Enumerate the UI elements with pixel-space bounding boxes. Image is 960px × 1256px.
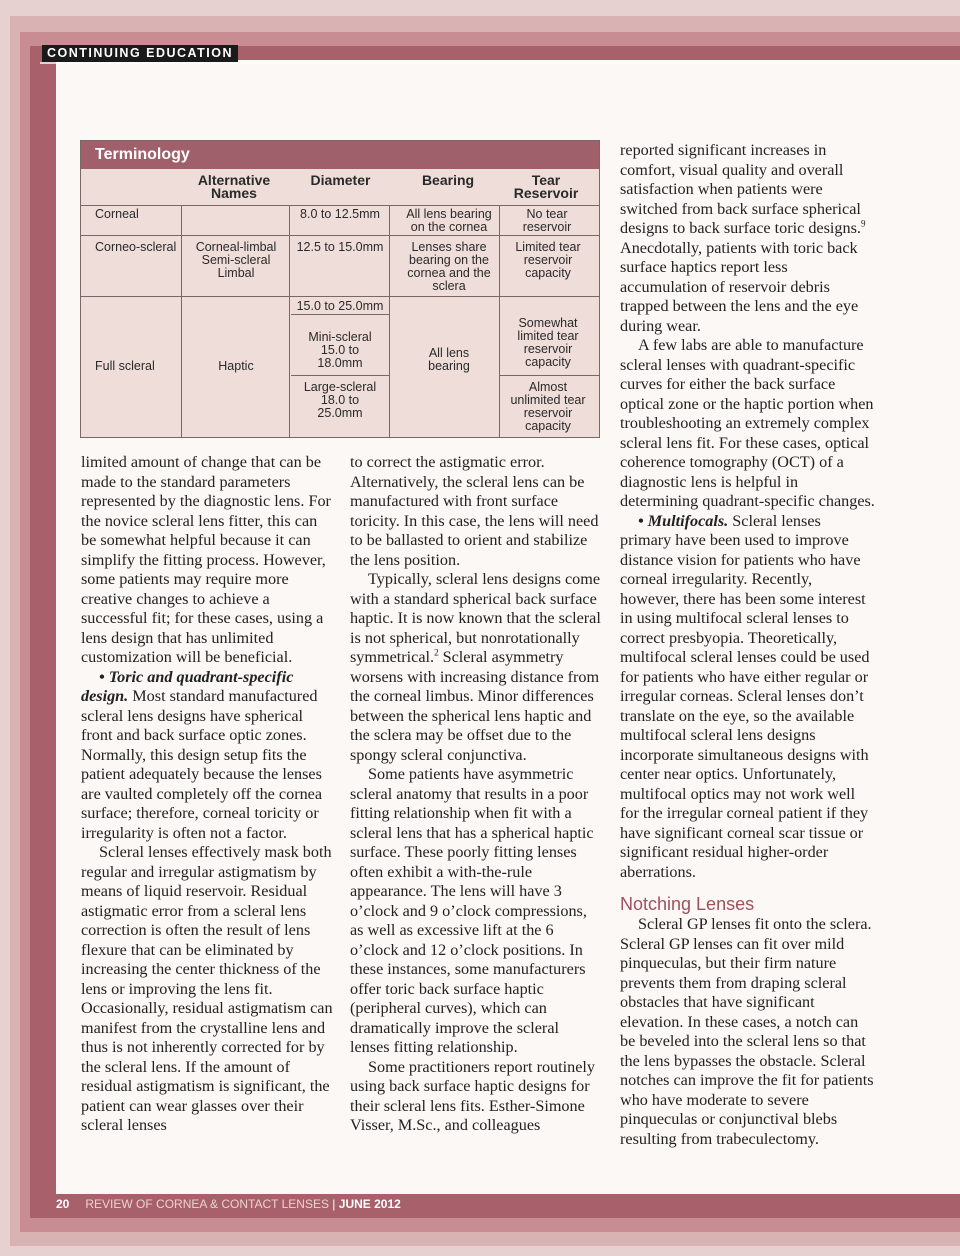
row-fullscleral-diameter: 15.0 to 25.0mm: [296, 299, 384, 313]
row-fullscleral-type: Full scleral: [95, 359, 155, 373]
terminology-table: [80, 140, 600, 438]
paragraph: A few labs are able to manufacture scleral lenses with quadrant-specific curves for either the back surface optical zone or the haptic portion when troubleshooting an extremely complex scleral lens fit. For these cases, optical coherence tomography (OCT) of a diagnostic lens is helpful in determining quadrant-specific changes.: [620, 336, 875, 510]
article-column-3: [620, 141, 875, 1149]
paragraph: Scleral GP lenses fit onto the sclera. Scleral GP lenses can fit over mild pinqueculas, but their firm nature prevents them from draping scleral obstacles that have significant elevation. In these cases, a notch can be beveled into the scleral lens so that the lens bypasses the obstacle. Scleral notches can improve the fit for patients who have moderate to severe pinqueculas or conjunctival blebs resulting from trabeculectomy.: [620, 915, 874, 1148]
reference-marker: 2: [434, 647, 439, 658]
publication-name: REVIEW OF CORNEA & CONTACT LENSES: [85, 1197, 329, 1211]
row-fullscleral-diameter-mini: Mini-scleral 15.0 to 18.0mm: [308, 330, 372, 370]
row-corneal-reservoir: No tear reservoir: [522, 207, 572, 234]
row-fullscleral-reservoir-large: Almost unlimited tear reservoir capacity: [510, 380, 586, 433]
article-column-2: [350, 453, 602, 1136]
row-fullscleral-names: Haptic: [218, 359, 254, 373]
col-head-tear-reservoir: Tear Reservoir: [513, 172, 579, 201]
footer-separator: |: [328, 1197, 339, 1211]
reference-marker: 9: [860, 218, 866, 229]
row-corneoscleral-diameter: 12.5 to 15.0mm: [296, 240, 384, 254]
article-column-1: [81, 453, 333, 1136]
section-label: CONTINUING EDUCATION: [42, 45, 238, 62]
paragraph: Some practitioners report routinely using back surface haptic designs for their scleral lens fits. Esther-Simone Visser, M.Sc., and colleagues: [350, 1057, 596, 1134]
page-footer: [56, 1196, 401, 1212]
row-fullscleral-diameter-large: Large-scleral 18.0 to 25.0mm: [303, 380, 377, 420]
page-number: 20: [56, 1197, 70, 1211]
paragraph-lead: • Multifocals.: [638, 511, 729, 530]
section-heading: Notching Lenses: [620, 894, 755, 914]
col-head-bearing: Bearing: [421, 172, 475, 188]
row-fullscleral-reservoir-mini: Somewhat limited tear reservoir capacity: [517, 316, 579, 369]
paragraph: • Toric and quadrant-specific design. Most standard manufactured scleral lens designs have spherical front and back surface optic zones. Normally, this design setup fits the patient adequately because the lenses are vaulted completely off the cornea surface; therefore, corneal toricity or irregularity is often not a factor.: [81, 667, 323, 842]
row-corneal-diameter: 8.0 to 12.5mm: [300, 207, 380, 221]
col-head-alternative-names: Alternative Names: [197, 172, 271, 201]
row-corneoscleral-reservoir: Limited tear reservoir capacity: [515, 240, 581, 280]
table-title-bar: [81, 141, 599, 169]
paragraph: to correct the astigmatic error. Alternatively, the scleral lens can be manufactured with front surface toricity. In this case, the lens will need to be ballasted to orient and stabilize the lens position.: [350, 453, 599, 569]
paragraph: reported significant increases in comfort, visual quality and overall satisfaction when patients were switched from back surface spherical designs to back surface toric designs.$^9$ Anecdotally, patients with toric back surface haptics report less accumulation of reservoir debris trapped between the lens and the eye during wear.: [620, 141, 866, 335]
paragraph: Some patients have asymmetric scleral anatomy that results in a poor fitting relationship when fit with a scleral lens that has a spherical haptic surface. These poorly fitting lenses often exhibit a with-the-rule appearance. The lens will have 3 o’clock and 9 o’clock compressions, as well as excessive lift at the 6 o’clock and 12 o’clock positions. In these instances, some manufacturers offer toric back surface haptic (peripheral curves), which can dramatically improve the scleral lenses fitting relationship.: [350, 765, 594, 1056]
row-fullscleral-bearing: All lens bearing: [428, 346, 470, 373]
col-head-diameter: Diameter: [310, 172, 371, 188]
paragraph: Scleral lenses effectively mask both regular and irregular astigmatism by means of liquid reservoir. Residual astigmatic error from a scleral lens correction is often the result of lens flexure that can be eliminated by increasing the center thickness of the lens or improving the lens fit. Occasionally, residual astigmatism can manifest from the crystalline lens and thus is not inherently corrected for by the scleral lens. If the amount of residual astigmatism is significant, the patient can wear glasses over their scleral lenses: [81, 843, 333, 1134]
row-corneal-bearing: All lens bearing on the cornea: [406, 207, 492, 234]
issue-date: JUNE 2012: [338, 1197, 401, 1211]
paragraph: Typically, scleral lens designs come with a standard spherical back surface haptic. It is now known that the scleral is not spherical, but nonrotationally symmetrical.$^2$ Scleral asymmetry worsens with increasing distance from the corneal limbus. Minor differences between the spherical lens haptic and the sclera may be offset due to the spongy scleral conjunctiva.: [350, 570, 601, 764]
paragraph: • Multifocals. Scleral lenses primary have been used to improve distance vision for patients who have corneal irregularity. Recently, however, there has been some interest in using multifocal scleral lenses to correct presbyopia. Theoretically, multifocal scleral lenses could be used for patients who have either regular or irregular corneas. Scleral lenses don’t translate on the eye, so the available multifocal scleral lens designs incorporate simultaneous designs with center near optics. Unfortunately, multifocal optics may not work well for the irregular corneal patient if they have significant corneal scar tissue or significant residual higher-order aberrations.: [620, 511, 870, 881]
row-corneoscleral-names: Corneal-limbal Semi-scleral Limbal: [195, 240, 277, 280]
row-corneoscleral-bearing: Lenses share bearing on the cornea and the sclera: [407, 240, 491, 293]
paragraph-lead: • Toric and quadrant-specific design.: [81, 667, 294, 705]
row-corneoscleral-type: Corneo-scleral: [95, 240, 177, 254]
row-corneal-type: Corneal: [95, 207, 139, 221]
paragraph: limited amount of change that can be made to the standard parameters represented by the diagnostic lens. For the novice scleral lens fitter, this can be somewhat helpful because it can simplify the fitting process. However, some patients may require more creative changes to achieve a successful fit; for these cases, using a lens design that has unlimited customization will be beneficial.: [81, 453, 331, 666]
table-title: Terminology: [95, 146, 190, 163]
